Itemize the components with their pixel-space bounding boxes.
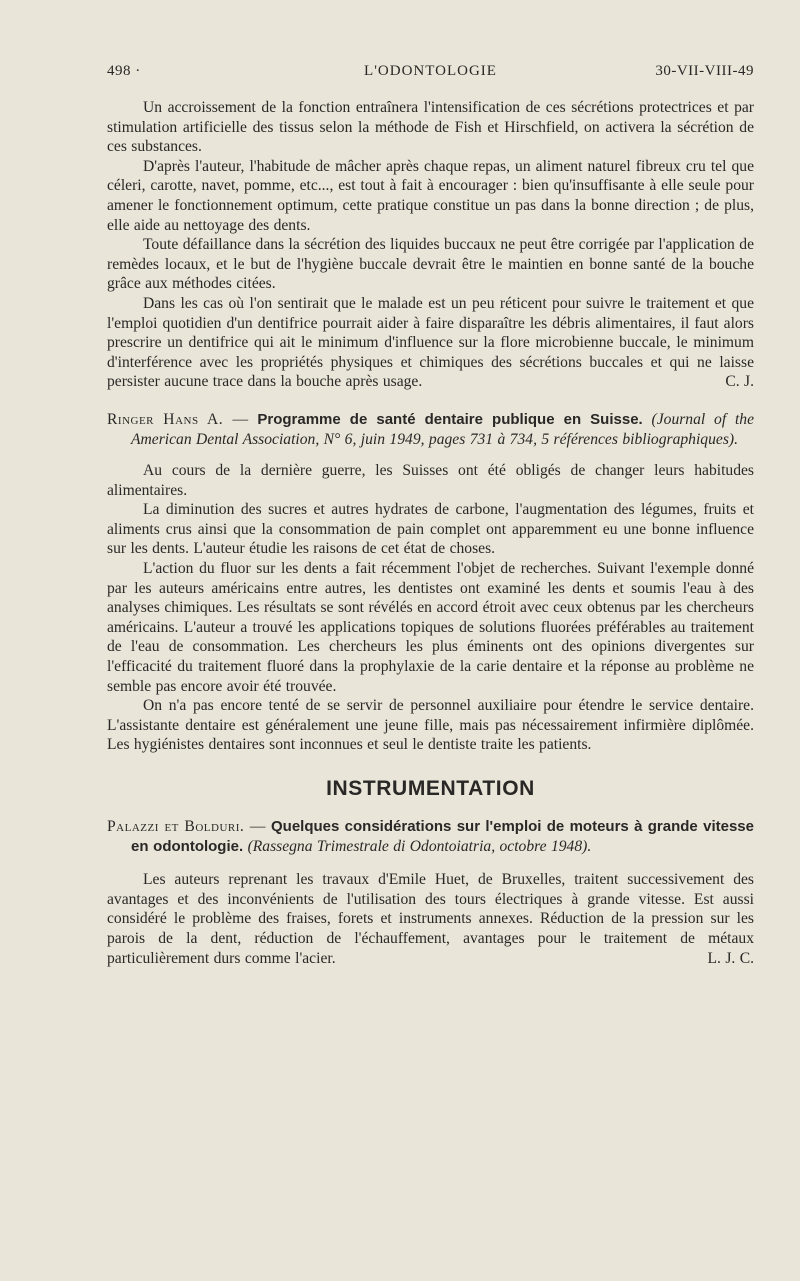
paragraph: Toute défaillance dans la sécrétion des liquides buccaux ne peut être corrigée par l'application de remèdes locaux, et le but de l'hygiène buccale devrait être le maintien en bonne santé de la bouche grâce aux méthodes citées. <box>107 236 754 293</box>
reference-heading <box>107 817 754 856</box>
article-2 <box>107 410 754 755</box>
reference-author: Palazzi et Bolduri. — <box>107 818 266 835</box>
reference-citation: (Journal of the American Dental Association, N° 6, juin 1949, pages 731 à 734, 5 références bibliographiques). <box>131 410 755 448</box>
paragraph-text: Les auteurs reprenant les travaux d'Emile Huet, de Bruxelles, traitent successivement des avantages et des inconvénients de l'utilisation des tours électriques à grande vitesse. Est aussi considéré le problème des fraises, forets et instruments annexes. Réduction de la pression sur les parois de la dent, réduction de l'échauffement, avantages pour le traitement de métaux particulièrement durs comme l'acier. <box>107 871 754 967</box>
spacer <box>107 449 754 461</box>
author-initials: C. J. <box>725 373 754 391</box>
paragraph: D'après l'auteur, l'habitude de mâcher après chaque repas, un aliment naturel fibreux cru tel que céleri, carotte, navet, pomme, etc..., est tout à fait à encourager : bien qu'insuffisante à elle seule pour amener le fonctionnement optimum, cette pratique constitue un pas dans la bonne direction ; de plus, elle aide au nettoyage des dents. <box>107 157 754 234</box>
reference-author: Ringer Hans A. — <box>107 410 249 428</box>
author-initials: L. J. C. <box>707 949 754 967</box>
section-heading: INSTRUMENTATION <box>326 777 535 800</box>
page-number: 498 · <box>107 62 141 79</box>
reference-title: Programme de santé dentaire publique en Suisse. <box>257 410 643 428</box>
paragraph: Au cours de la dernière guerre, les Suisses ont été obligés de changer leurs habitudes alimentaires. <box>107 462 754 499</box>
paragraph: La diminution des sucres et autres hydrates de carbone, l'augmentation des légumes, fruits et aliments crus ainsi que la consommation de pain complet ont apparemment eu une bonne influence sur les dents. L'auteur étudie les raisons de cet état de choses. <box>107 501 754 558</box>
running-header <box>107 60 754 82</box>
paragraph: L'action du fluor sur les dents a fait récemment l'objet de recherches. Suivant l'exemple donné par les auteurs américains entre autres, les dentistes ont examiné les dents et soumis l'eau à des analyses chimiques. Les résultats se sont révélés en accord étroit avec ceux obtenus par les chercheurs américains. L'auteur a trouvé les applications topiques de solutions fluorées préférables au traitement de l'eau de consommation. Les chercheurs les plus éminents ont des opinions divergentes sur l'efficacité du traitement fluoré dans la prophylaxie de la carie dentaire et la réponse au problème ne semble pas encore avoir été trouvée. <box>107 560 754 695</box>
article-3 <box>107 817 754 968</box>
spacer <box>107 392 754 410</box>
reference-citation: (Rassegna Trimestrale di Odontoiatria, octobre 1948). <box>247 837 592 855</box>
paragraph-text: Dans les cas où l'on sentirait que le malade est un peu réticent pour suivre le traitement et que l'emploi quotidien d'un dentifrice pourrait aider à faire disparaître les débris alimentaires, il faut alors prescrire un dentifrice qui ait le minimum d'influence sur la flore microbienne buccale, le minimum d'interférence avec les propriétés physiques et chimiques des sécrétions buccales et qui ne laisse persister aucune trace dans la bouche après usage. <box>107 294 754 391</box>
journal-title: L'ODONTOLOGIE <box>364 62 497 79</box>
article-1 <box>107 98 754 392</box>
paragraph: Un accroissement de la fonction entraînera l'intensification de ces sécrétions protectrices et par stimulation artificielle des tissus selon la méthode de Fish et Hirschfield, on activera la sécrétion de ces substances. <box>107 99 754 156</box>
page-body <box>107 98 754 968</box>
issue-date: 30-VII-VIII-49 <box>655 62 754 79</box>
spacer <box>107 856 754 870</box>
paragraph: On n'a pas encore tenté de se servir de personnel auxiliaire pour étendre le service dentaire. L'assistante dentaire est généralement une jeune fille, mais pas nécessairement infirmière diplômée. Les hygiénistes dentaires sont inconnues et seul le dentiste traite les patients. <box>107 697 754 754</box>
reference-heading <box>107 410 754 449</box>
paragraph-with-signature <box>107 870 754 968</box>
paragraph-with-signature <box>107 294 754 392</box>
reference-title: Quelques considérations sur l'emploi de moteurs à grande vitesse en odontologie. <box>131 818 754 855</box>
